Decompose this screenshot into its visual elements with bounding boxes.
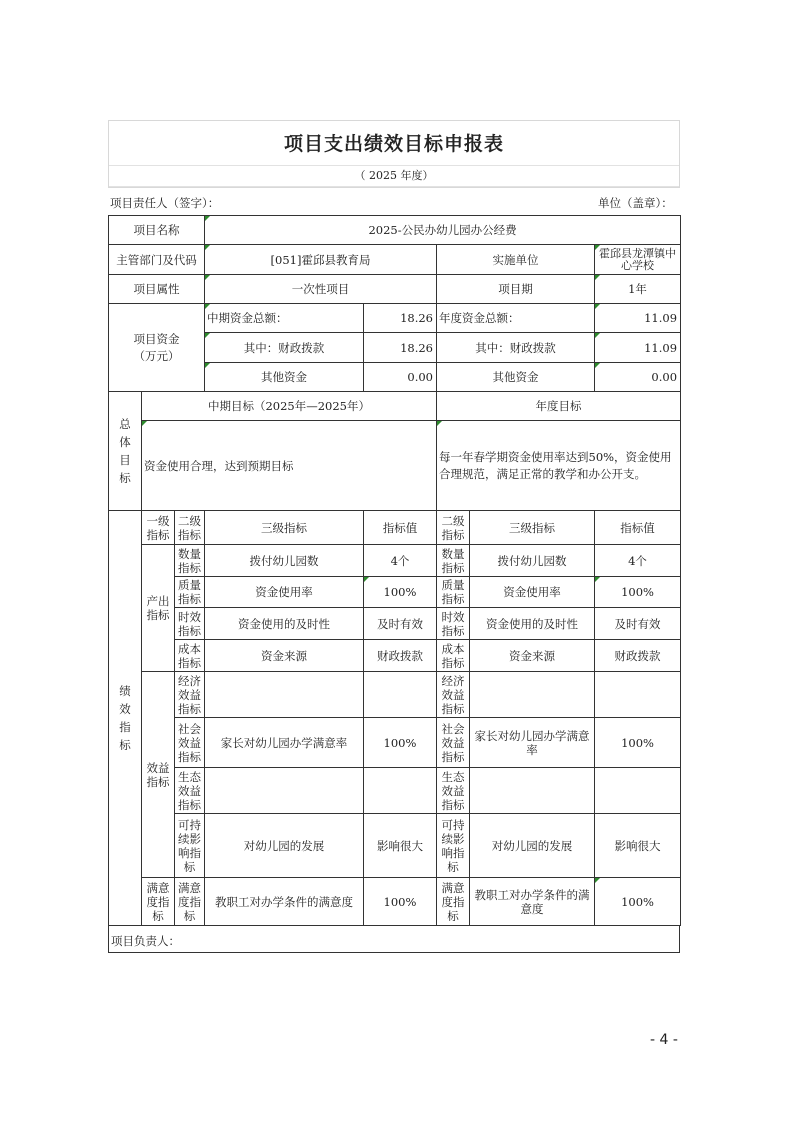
l2-cell-b: 可持 续影 响指 标 (437, 814, 470, 878)
l3-cell: 资金使用的及时性 (205, 608, 364, 640)
mid-goal-header: 中期目标（2025年—2025年） (142, 392, 437, 421)
value-cell (364, 672, 437, 718)
l2-cell-b: 社会 效益 指标 (437, 718, 470, 768)
value-header-b: 指标值 (595, 511, 681, 545)
goals-label: 总 体 目 标 (109, 392, 142, 511)
perf-row (109, 640, 681, 672)
l3-cell-b (470, 768, 595, 814)
mid-goal-text: 资金使用合理，达到预期目标 (142, 421, 437, 511)
form-sheet (108, 120, 680, 953)
value-cell: 100% (364, 577, 437, 608)
dept-row (109, 245, 681, 275)
value-cell: 4个 (364, 545, 437, 577)
signature-row (108, 188, 680, 215)
perf-label: 绩 效 指 标 (109, 511, 142, 926)
value-cell-b (595, 768, 681, 814)
l2-cell-b: 数量 指标 (437, 545, 470, 577)
period-value: 1年 (595, 275, 681, 304)
l3-cell-b: 拨付幼儿园数 (470, 545, 595, 577)
dept-value: [051]霍邱县教育局 (205, 245, 437, 275)
year-other-label: 其他资金 (437, 363, 595, 392)
mid-fiscal-value: 18.26 (364, 333, 437, 363)
l3-cell-b: 教职工对办学条件的满意度 (470, 878, 595, 926)
mid-total-value: 18.26 (364, 304, 437, 333)
project-name-value: 2025-公民办幼儿园办公经费 (205, 216, 681, 245)
l2-cell: 经济 效益 指标 (175, 672, 205, 718)
l3-cell: 家长对幼儿园办学满意率 (205, 718, 364, 768)
l2-cell-b: 时效 指标 (437, 608, 470, 640)
l2-cell: 时效 指标 (175, 608, 205, 640)
output-label: 产出 指标 (142, 545, 175, 672)
perf-row (109, 814, 681, 878)
l2-cell: 生态 效益 指标 (175, 768, 205, 814)
funds-label: 项目资金 （万元） (109, 304, 205, 392)
leader-sign-label: 项目负责人： (111, 934, 180, 948)
value-cell: 影响很大 (364, 814, 437, 878)
perf-row (109, 672, 681, 718)
perf-row (109, 718, 681, 768)
level3-header: 三级指标 (205, 511, 364, 545)
value-cell: 及时有效 (364, 608, 437, 640)
l2-cell: 可持 续影 响指 标 (175, 814, 205, 878)
l2-cell-b: 质量 指标 (437, 577, 470, 608)
level1-header: 一级 指标 (142, 511, 175, 545)
value-cell-b: 影响很大 (595, 814, 681, 878)
impl-value: 霍邱县龙潭镇中心学校 (595, 245, 681, 275)
period-label: 项目期 (437, 275, 595, 304)
l2-cell-b: 经济 效益 指标 (437, 672, 470, 718)
l3-cell (205, 672, 364, 718)
l2-cell: 满意 度指 标 (175, 878, 205, 926)
l3-cell-b: 资金使用率 (470, 577, 595, 608)
value-cell-b: 100% (595, 718, 681, 768)
value-header: 指标值 (364, 511, 437, 545)
year-total-label: 年度资金总额： (437, 304, 595, 333)
l3-cell-b (470, 672, 595, 718)
year-total-value: 11.09 (595, 304, 681, 333)
year-goal-text: 每一年春学期资金使用率达到50%，资金使用合理规范，满足正常的教学和办公开支。 (437, 421, 681, 511)
l2-cell: 数量 指标 (175, 545, 205, 577)
project-name-label: 项目名称 (109, 216, 205, 245)
l2-cell-b: 满意 度指 标 (437, 878, 470, 926)
l3-cell: 资金使用率 (205, 577, 364, 608)
l3-cell-b: 资金来源 (470, 640, 595, 672)
l3-cell: 拨付幼儿园数 (205, 545, 364, 577)
l3-cell-b: 资金使用的及时性 (470, 608, 595, 640)
mid-fiscal-label: 其中：财政拨款 (205, 333, 364, 363)
l2-cell-b: 成本 指标 (437, 640, 470, 672)
l2-cell: 社会 效益 指标 (175, 718, 205, 768)
year-fiscal-value: 11.09 (595, 333, 681, 363)
l3-cell (205, 768, 364, 814)
value-cell-b: 4个 (595, 545, 681, 577)
attr-value: 一次性项目 (205, 275, 437, 304)
value-cell-b: 100% (595, 577, 681, 608)
value-cell: 100% (364, 718, 437, 768)
leader-sign-row (108, 926, 680, 953)
mid-total-label: 中期资金总额： (205, 304, 364, 333)
funds-row-total (109, 304, 681, 333)
unit-seal-label: 单位（盖章）： (598, 196, 673, 210)
value-cell (364, 768, 437, 814)
level2-header: 二级 指标 (175, 511, 205, 545)
l2-cell: 质量 指标 (175, 577, 205, 608)
l2-cell-b: 生态 效益 指标 (437, 768, 470, 814)
goals-header-row (109, 392, 681, 421)
project-name-row (109, 216, 681, 245)
attr-label: 项目属性 (109, 275, 205, 304)
perf-row (109, 768, 681, 814)
level3-header-b: 三级指标 (470, 511, 595, 545)
page-number: - 4 - (650, 1032, 678, 1048)
l3-cell: 资金来源 (205, 640, 364, 672)
l3-cell: 对幼儿园的发展 (205, 814, 364, 878)
satisfaction-label: 满意 度指 标 (142, 878, 175, 926)
level2-header-b: 二级 指标 (437, 511, 470, 545)
responsible-sign-label: 项目责任人（签字）： (110, 196, 220, 210)
value-cell-b: 财政拨款 (595, 640, 681, 672)
value-cell-b (595, 672, 681, 718)
perf-row (109, 545, 681, 577)
impl-label: 实施单位 (437, 245, 595, 275)
value-cell-b: 100% (595, 878, 681, 926)
perf-row (109, 878, 681, 926)
value-cell-b: 及时有效 (595, 608, 681, 640)
attr-row (109, 275, 681, 304)
year-other-value: 0.00 (595, 363, 681, 392)
value-cell: 财政拨款 (364, 640, 437, 672)
perf-row (109, 577, 681, 608)
main-table (108, 215, 681, 926)
page-title: 项目支出绩效目标申报表 (109, 121, 679, 166)
header-frame (108, 120, 680, 188)
mid-other-value: 0.00 (364, 363, 437, 392)
perf-row (109, 608, 681, 640)
perf-header-row (109, 511, 681, 545)
dept-label: 主管部门及代码 (109, 245, 205, 275)
mid-other-label: 其他资金 (205, 363, 364, 392)
l2-cell: 成本 指标 (175, 640, 205, 672)
l3-cell: 教职工对办学条件的满意度 (205, 878, 364, 926)
l3-cell-b: 家长对幼儿园办学满意率 (470, 718, 595, 768)
benefit-label: 效益 指标 (142, 672, 175, 878)
value-cell: 100% (364, 878, 437, 926)
year-goal-header: 年度目标 (437, 392, 681, 421)
year-fiscal-label: 其中：财政拨款 (437, 333, 595, 363)
goals-text-row (109, 421, 681, 511)
year-line: （ 2025 年度） (109, 166, 679, 187)
l3-cell-b: 对幼儿园的发展 (470, 814, 595, 878)
